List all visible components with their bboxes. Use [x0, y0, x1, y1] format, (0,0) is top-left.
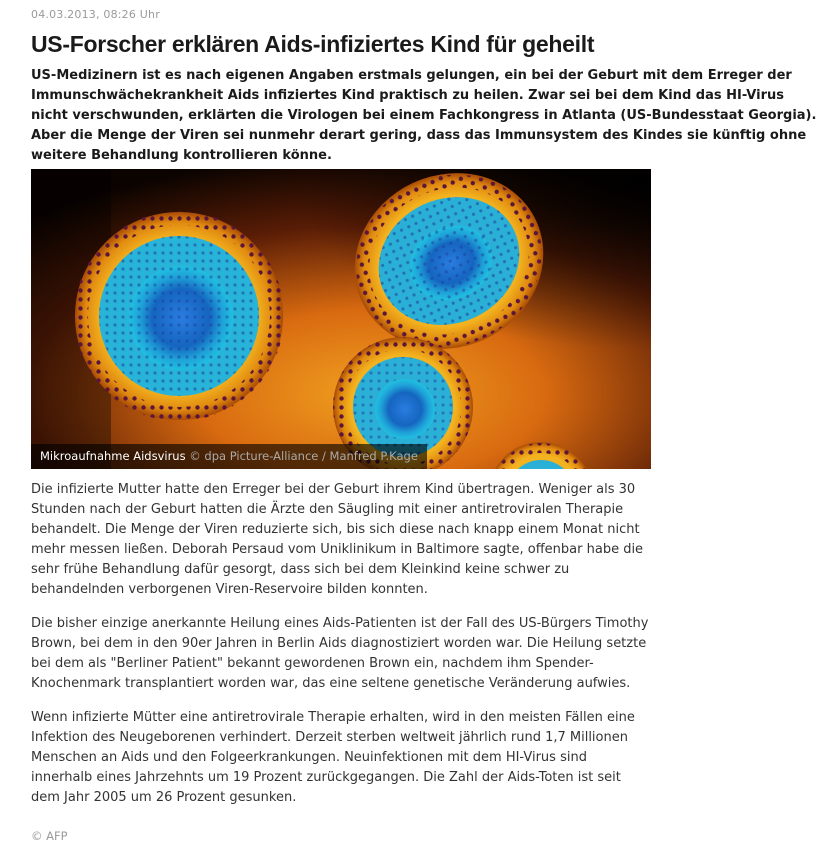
article-lead: US-Medizinern ist es nach eigenen Angaben erstmals gelungen, ein bei der Geburt mit dem Erreger der Immunschwächekrankheit Aids infiziertes Kind praktisch zu heilen. Zwar sei bei dem Kind das HI-Virus nicht verschwunden, erklärten die Virologen bei einem Fachkongress in Atlanta (US-Bundesstaat Georgia). Aber die Menge der Viren sei nunmehr derart gering, dass das Immunsystem des Kindes sie künftig ohne weitere Behandlung kontrollieren könne.	[31, 68, 817, 163]
article-paragraph: Die bisher einzige anerkannte Heilung eines Aids-Patienten ist der Fall des US-Bürgers Timothy Brown, bei dem in den 90er Jahren in Berlin Aids diagnostiziert worden war. Die Heilung setzte bei dem als "Berliner Patient" bekannt gewordenen Brown ein, nachdem ihm Spender-Knochenmark transplantiert worden war, das eine seltene genetische Veränderung aufwies.	[31, 616, 649, 691]
image-caption-text: Mikroaufnahme Aidsvirus	[40, 449, 186, 463]
article-paragraph: Wenn infizierte Mütter eine antiretrovirale Therapie erhalten, wird in den meisten Fällen eine Infektion des Neugeborenen verhindert. Derzeit sterben weltweit jährlich rund 1,7 Millionen Menschen an Aids und den Folgeerkrankungen. Neuinfektionen mit dem HI-Virus sind innerhalb eines Jahrzehnts um 19 Prozent zurückgegangen. Die Zahl der Aids-Toten ist seit dem Jahr 2005 um 26 Prozent gesunken.	[31, 710, 635, 805]
virus-micrograph	[31, 169, 651, 469]
article-date: 04.03.2013, 08:26 Uhr	[31, 8, 160, 21]
virus-particle-left	[75, 212, 283, 420]
copyright-notice: © AFP	[31, 829, 68, 843]
article-image	[31, 169, 651, 469]
image-caption	[31, 444, 427, 469]
article-body	[31, 480, 651, 822]
article-paragraph: Die infizierte Mutter hatte den Erreger bei der Geburt ihrem Kind übertragen. Weniger als 30 Stunden nach der Geburt hatten die Ärzte den Säugling mit einer antiretroviralen Therapie behandelt. Die Menge der Viren reduzierte sich, bis sich diese nach knapp einem Monat nicht mehr messen ließen. Deborah Persaud vom Uniklinikum in Baltimore sagte, offenbar habe die sehr frühe Behandlung dafür gesorgt, dass sich bei dem Kleinkind keine schwer zu behandelnden verborgenen Viren-Reservoire bilden konnten.	[31, 482, 644, 597]
image-credit: © dpa Picture-Alliance / Manfred P.Kage	[189, 449, 418, 463]
article-headline: US-Forscher erklären Aids-infiziertes Kind für geheilt	[31, 31, 595, 57]
